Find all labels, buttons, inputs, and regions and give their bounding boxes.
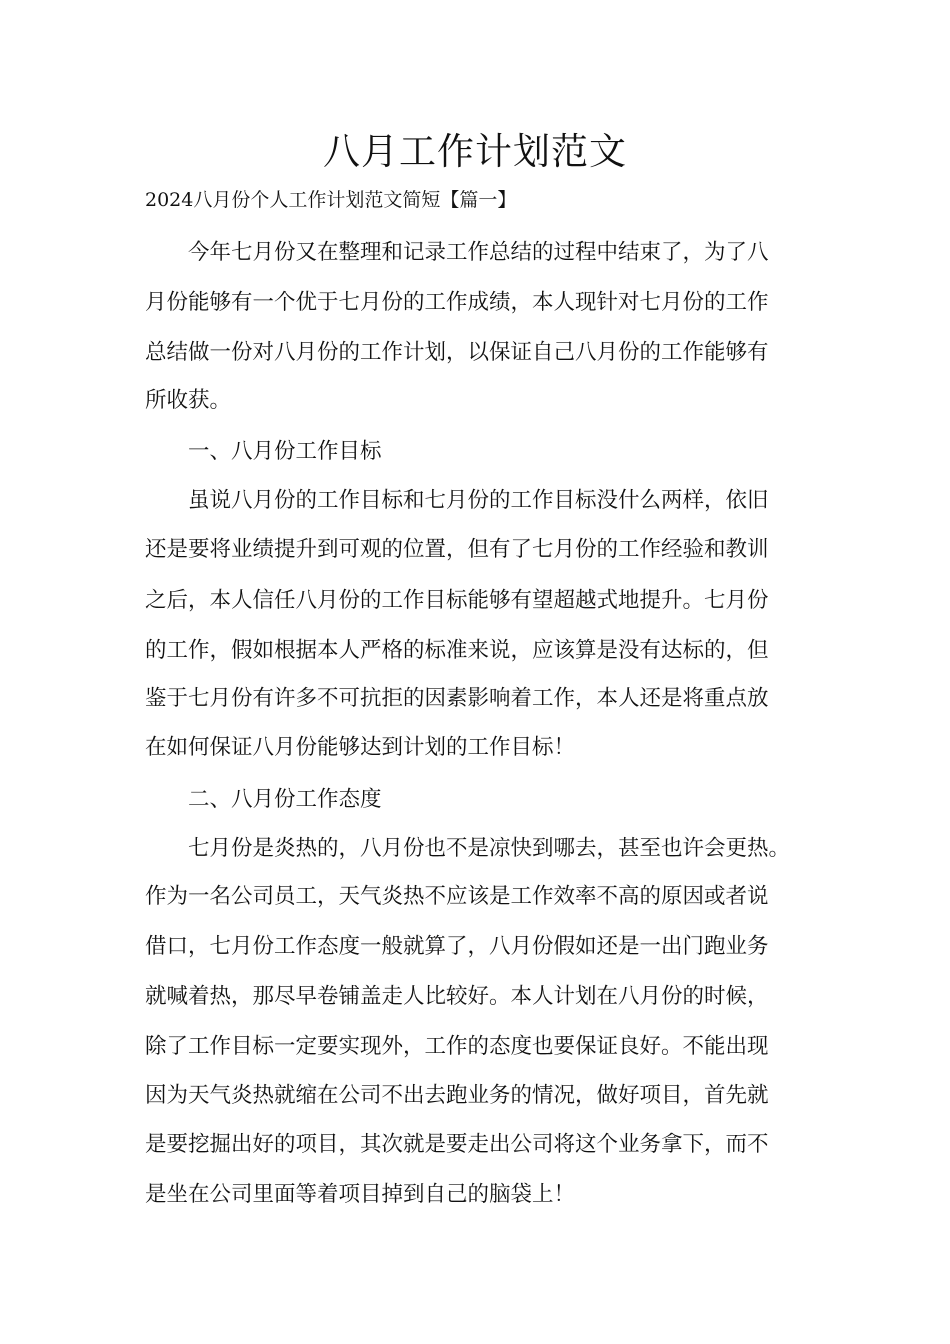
paragraph-line: 作为一名公司员工，天气炎热不应该是工作效率不高的原因或者说 [145, 884, 769, 909]
paragraph-line: 鉴于七月份有许多不可抗拒的因素影响着工作，本人还是将重点放 [145, 686, 769, 711]
document-title: 八月工作计划范文 [323, 130, 627, 173]
paragraph-line: 的工作，假如根据本人严格的标准来说，应该算是没有达标的，但 [145, 638, 769, 663]
paragraph-line: 今年七月份又在整理和记录工作总结的过程中结束了，为了八 [188, 240, 769, 265]
paragraph-line: 之后，本人信任八月份的工作目标能够有望超越式地提升。七月份 [145, 588, 769, 613]
paragraph-line: 借口，七月份工作态度一般就算了，八月份假如还是一出门跑业务 [145, 934, 769, 959]
document-subtitle: 2024八月份个人工作计划范文简短【篇一】 [145, 189, 517, 211]
section-heading: 一、八月份工作目标 [188, 439, 382, 464]
paragraph-line: 在如何保证八月份能够达到计划的工作目标！ [145, 735, 576, 760]
paragraph-line: 是要挖掘出好的项目，其次就是要走出公司将这个业务拿下，而不 [145, 1132, 769, 1157]
paragraph-line: 还是要将业绩提升到可观的位置，但有了七月份的工作经验和教训 [145, 537, 769, 562]
paragraph-line: 所收获。 [145, 388, 232, 413]
paragraph-line: 月份能够有一个优于七月份的工作成绩，本人现针对七月份的工作 [145, 290, 769, 315]
paragraph-line: 虽说八月份的工作目标和七月份的工作目标没什么两样，依旧 [188, 488, 769, 513]
paragraph-line: 除了工作目标一定要实现外，工作的态度也要保证良好。不能出现 [145, 1034, 769, 1059]
paragraph-line: 是坐在公司里面等着项目掉到自己的脑袋上！ [145, 1182, 576, 1207]
paragraph-line: 就喊着热，那尽早卷铺盖走人比较好。本人计划在八月份的时候， [145, 984, 769, 1009]
paragraph-line: 七月份是炎热的，八月份也不是凉快到哪去，甚至也许会更热。 [188, 836, 791, 861]
section-heading: 二、八月份工作态度 [188, 787, 382, 812]
paragraph-line: 因为天气炎热就缩在公司不出去跑业务的情况，做好项目，首先就 [145, 1083, 769, 1108]
paragraph-line: 总结做一份对八月份的工作计划，以保证自己八月份的工作能够有 [145, 340, 769, 365]
